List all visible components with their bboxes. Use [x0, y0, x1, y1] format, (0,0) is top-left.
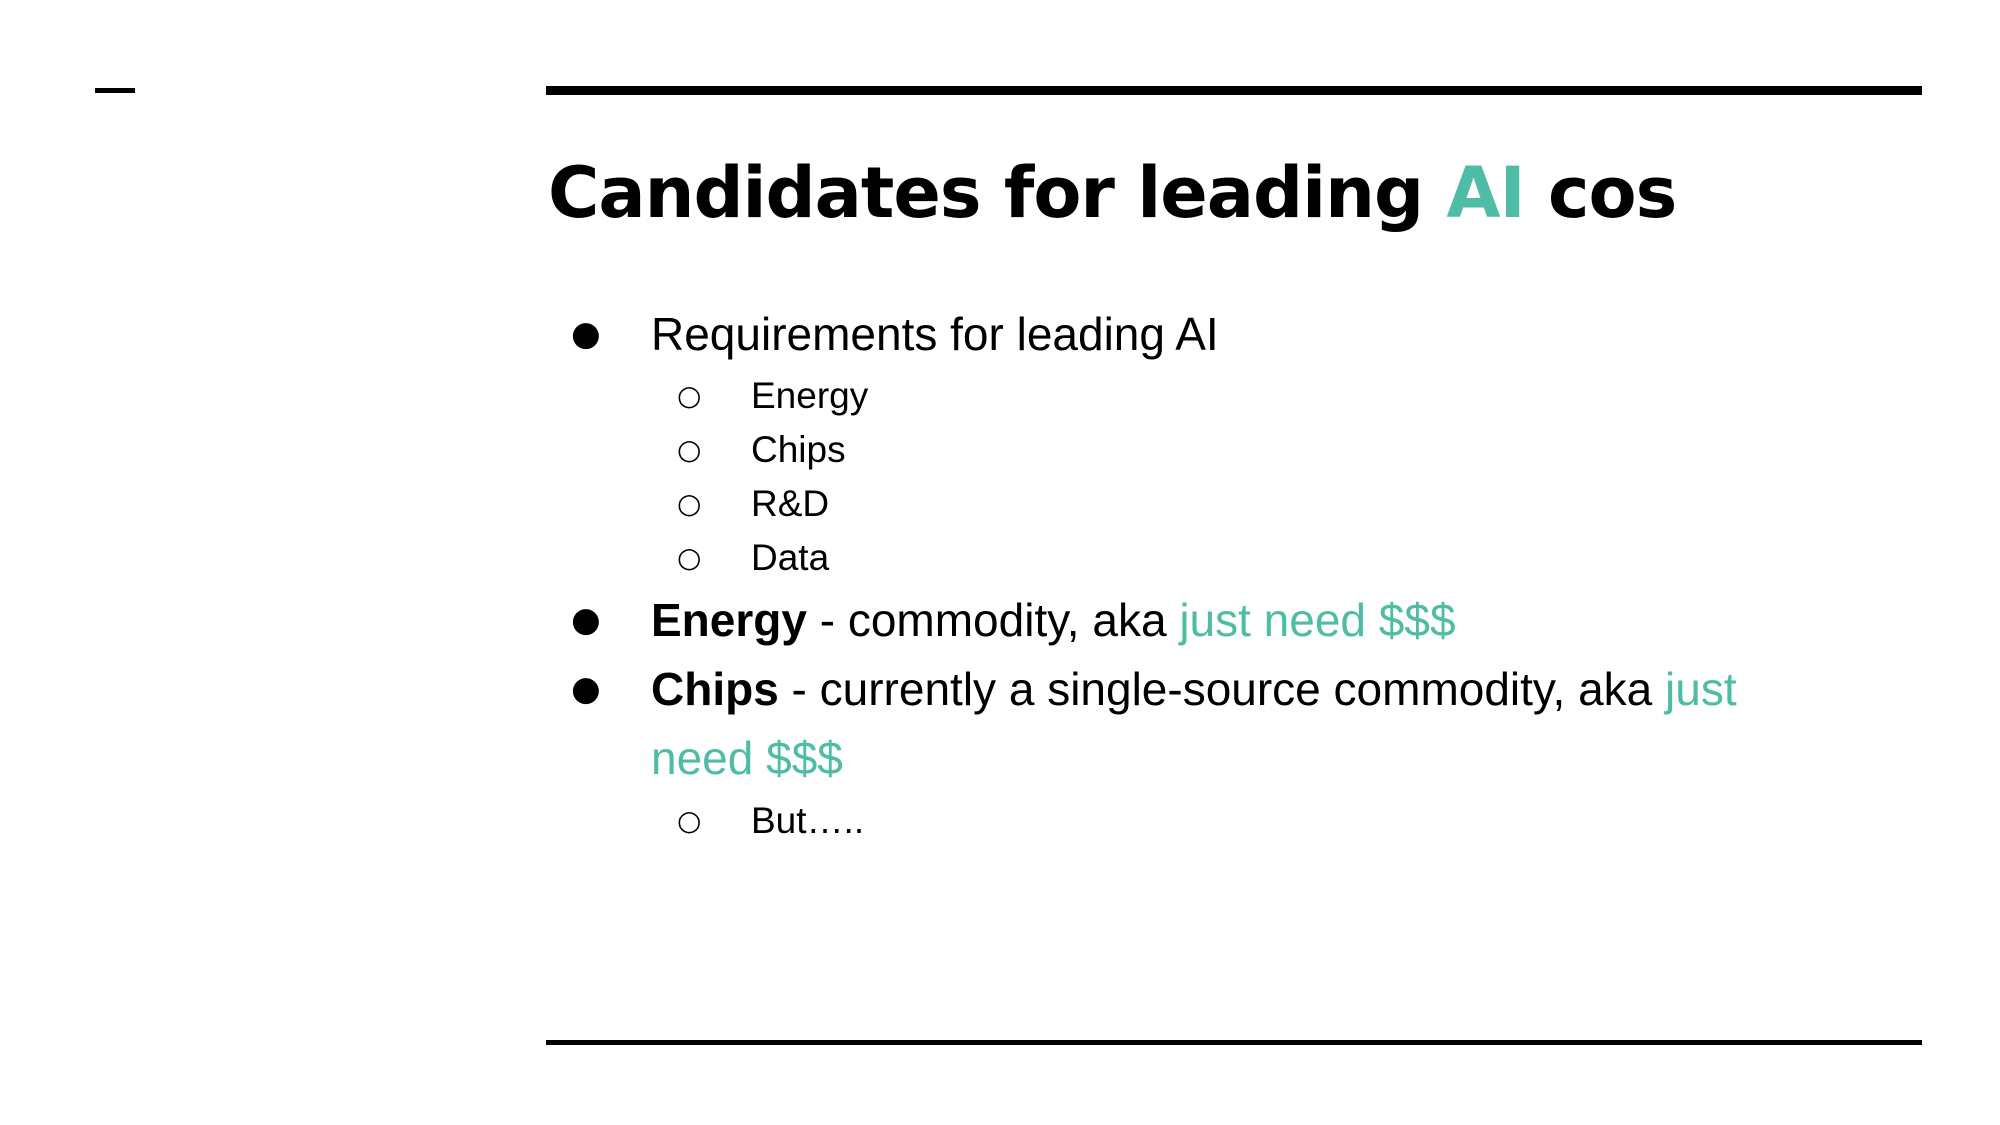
sub-item-rnd — [677, 477, 830, 531]
bottom-rule — [546, 1040, 1922, 1045]
sub-item-text: But….. — [751, 800, 865, 841]
item-text: - commodity, aka — [806, 594, 1180, 646]
item-text: - currently a single-source commodity, aka — [778, 663, 1666, 715]
item-line-1 — [651, 655, 1737, 724]
item-bold-term: Chips — [651, 663, 779, 715]
sub-item-text: Chips — [751, 429, 846, 470]
sub-item-data — [677, 531, 830, 585]
title-text: Candidates for leading — [548, 152, 1447, 234]
filled-bullet-icon: ● — [571, 314, 601, 354]
list-item-energy — [571, 586, 1456, 655]
corner-dash-decoration — [95, 88, 135, 93]
item-accent-text: just need $$$ — [1179, 594, 1456, 646]
list-item-chips — [571, 655, 1737, 793]
filled-bullet-icon: ● — [571, 669, 601, 709]
hollow-bullet-icon: ○ — [677, 433, 702, 466]
item-bold-term: Energy — [651, 594, 807, 646]
item-accent-text: just — [1665, 663, 1737, 715]
slide-title — [548, 148, 1676, 238]
title-text-end: cos — [1524, 152, 1677, 234]
sub-item-text: Energy — [751, 375, 869, 416]
item-accent-text-line-2: need $$$ — [651, 732, 843, 784]
item-text: Requirements for leading AI — [651, 308, 1219, 360]
sub-item-chips — [677, 423, 846, 477]
sub-item-but — [677, 794, 865, 848]
hollow-bullet-icon: ○ — [677, 541, 702, 574]
sub-item-energy — [677, 369, 869, 423]
sub-item-text: Data — [751, 537, 830, 578]
list-item-requirements — [571, 300, 1219, 369]
sub-item-text: R&D — [751, 483, 830, 524]
hollow-bullet-icon: ○ — [677, 487, 702, 520]
top-rule — [546, 86, 1922, 95]
filled-bullet-icon: ● — [571, 600, 601, 640]
hollow-bullet-icon: ○ — [677, 804, 702, 837]
hollow-bullet-icon: ○ — [677, 379, 702, 412]
title-accent: AI — [1446, 152, 1525, 234]
